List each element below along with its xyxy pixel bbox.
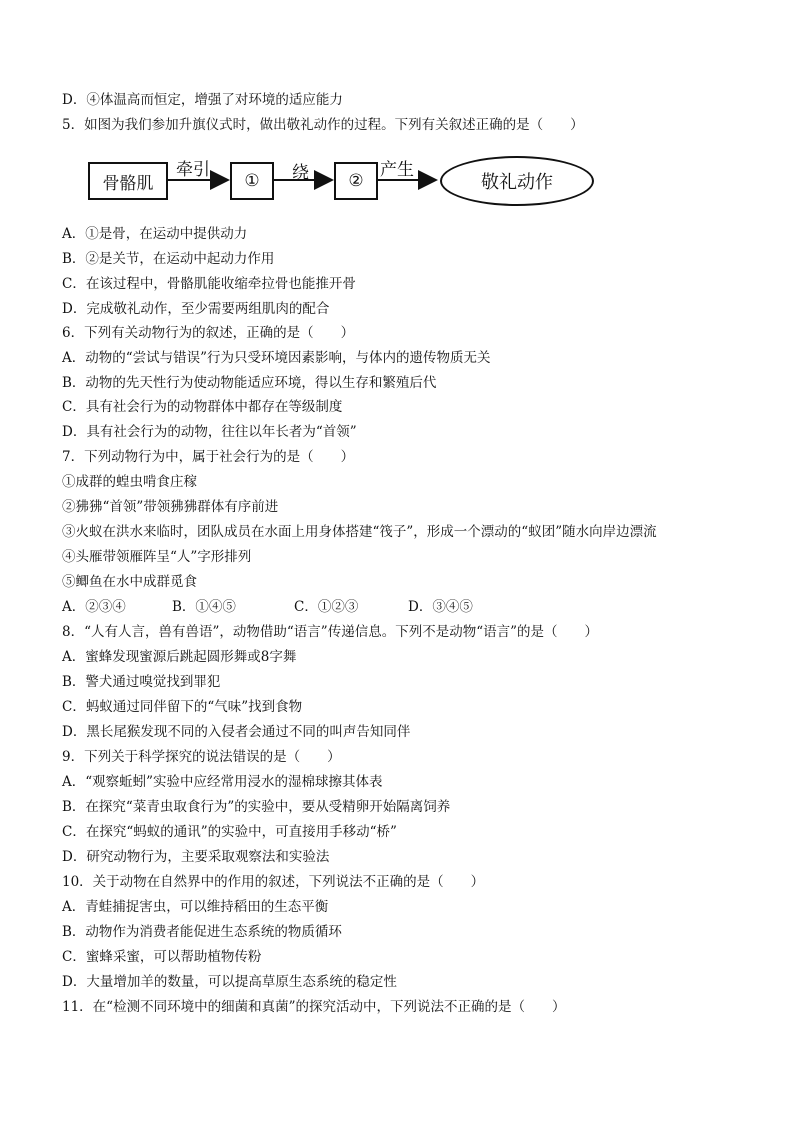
q10-stem: 10．关于动物在自然界中的作用的叙述，下列说法不正确的是（ ） bbox=[62, 874, 485, 890]
q7-item-3: ③火蚁在洪水来临时，团队成员在水面上用身体搭建“筏子”，形成一个漂动的“蚁团”随水向岸边漂流 bbox=[62, 524, 657, 540]
box-circled-1: ① bbox=[230, 162, 274, 200]
q7-stem: 7．下列动物行为中，属于社会行为的是（ ） bbox=[62, 449, 355, 465]
q9-option-c: C．在探究“蚂蚁的通讯”的实验中，可直接用手移动“桥” bbox=[62, 824, 397, 840]
q5-option-a: A．①是骨，在运动中提供动力 bbox=[62, 226, 248, 242]
q7-option-a: A．②③④ bbox=[62, 599, 126, 615]
arrow-label-produce: 产生 bbox=[380, 160, 414, 180]
salute-action-oval: 敬礼动作 bbox=[440, 156, 594, 206]
q10-option-b: B．动物作为消费者能促进生态系统的物质循环 bbox=[62, 924, 342, 940]
q8-option-d: D．黑长尾猴发现不同的入侵者会通过不同的叫声告知同伴 bbox=[62, 724, 411, 740]
box-circled-2: ② bbox=[334, 162, 378, 200]
q10-option-a: A．青蛙捕捉害虫，可以维持稻田的生态平衡 bbox=[62, 899, 329, 915]
q7-option-d: D．③④⑤ bbox=[408, 599, 473, 615]
q9-option-b: B．在探究“菜青虫取食行为”的实验中，要从受精卵开始隔离饲养 bbox=[62, 799, 451, 815]
arrow-label-around: 绕 bbox=[292, 163, 309, 183]
q5-option-d: D．完成敬礼动作，至少需要两组肌肉的配合 bbox=[62, 301, 330, 317]
q7-item-1: ①成群的蝗虫啃食庄稼 bbox=[62, 474, 197, 490]
q7-option-b: B．①④⑤ bbox=[172, 599, 236, 615]
q6-option-b: B．动物的先天性行为使动物能适应环境，得以生存和繁殖后代 bbox=[62, 375, 437, 391]
q5-option-c: C．在该过程中，骨骼肌能收缩牵拉骨也能推开骨 bbox=[62, 276, 356, 292]
q7-option-c: C．①②③ bbox=[294, 599, 359, 615]
q9-option-a: A．“观察蚯蚓”实验中应经常用浸水的湿棉球擦其体表 bbox=[62, 774, 383, 790]
q7-item-4: ④头雁带领雁阵呈“人”字形排列 bbox=[62, 549, 252, 565]
skeletal-muscle-box: 骨骼肌 bbox=[88, 162, 168, 200]
q6-option-c: C．具有社会行为的动物群体中都存在等级制度 bbox=[62, 399, 343, 415]
q8-option-a: A．蜜蜂发现蜜源后跳起圆形舞或8字舞 bbox=[62, 649, 297, 665]
q5-stem: 5．如图为我们参加升旗仪式时，做出敬礼动作的过程。下列有关叙述正确的是（ ） bbox=[62, 117, 584, 133]
q7-item-5: ⑤鲫鱼在水中成群觅食 bbox=[62, 574, 197, 590]
q6-option-a: A．动物的“尝试与错误”行为只受环境因素影响，与体内的遗传物质无关 bbox=[62, 350, 491, 366]
q8-option-b: B．警犬通过嗅觉找到罪犯 bbox=[62, 674, 221, 690]
q5-option-b: B．②是关节，在运动中起动力作用 bbox=[62, 251, 275, 267]
q11-stem: 11．在“检测不同环境中的细菌和真菌”的探究活动中，下列说法不正确的是（ ） bbox=[62, 999, 566, 1015]
q6-option-d: D．具有社会行为的动物，往往以年长者为“首领” bbox=[62, 424, 357, 440]
q9-option-d: D．研究动物行为，主要采取观察法和实验法 bbox=[62, 849, 330, 865]
q8-stem: 8．“人有人言，兽有兽语”，动物借助“语言”传递信息。下列不是动物“语言”的是（ ） bbox=[62, 624, 598, 640]
q10-option-c: C．蜜蜂采蜜，可以帮助植物传粉 bbox=[62, 949, 262, 965]
q7-item-2: ②狒狒“首领”带领狒狒群体有序前进 bbox=[62, 499, 279, 515]
arrow-label-pull: 牵引 bbox=[176, 160, 210, 180]
q10-option-d: D．大量增加羊的数量，可以提高草原生态系统的稳定性 bbox=[62, 974, 397, 990]
q4-option-d: D．④体温高而恒定，增强了对环境的适应能力 bbox=[62, 92, 343, 108]
q9-stem: 9．下列关于科学探究的说法错误的是（ ） bbox=[62, 749, 341, 765]
q6-stem: 6．下列有关动物行为的叙述，正确的是（ ） bbox=[62, 325, 355, 341]
q7-options bbox=[62, 598, 512, 616]
q8-option-c: C．蚂蚁通过同伴留下的“气味”找到食物 bbox=[62, 699, 303, 715]
